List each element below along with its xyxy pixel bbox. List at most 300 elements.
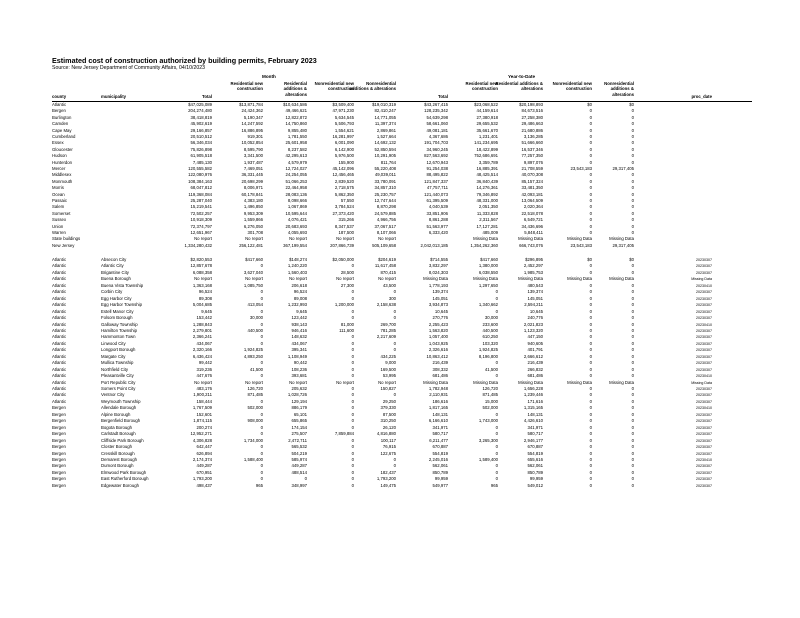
cell-total: 89,308 — [198, 295, 212, 301]
cell-res-alt: 348,997 — [291, 482, 307, 488]
cell-ytd-nonres-alt: 0 — [631, 269, 634, 275]
cell-county: Bergen — [52, 424, 66, 430]
cell-county: Bergen — [52, 450, 66, 456]
cell-ytd-res-new: 0 — [495, 444, 498, 450]
cell-total: 12,651,967 — [190, 230, 212, 235]
cell-res-alt: 434,067 — [291, 340, 307, 346]
cell-res-new: 0 — [260, 431, 263, 437]
cell-ytd-res-alt: 562,061 — [527, 463, 543, 469]
cell-ytd-res-new: 1,924,825 — [478, 347, 498, 353]
cell-ytd-nonres-new: 0 — [589, 373, 592, 379]
cell-res-new: 1,496,850 — [243, 204, 263, 210]
cell-total: 7,485,130 — [192, 159, 212, 165]
cell-ytd-total: 6,211,477 — [429, 437, 448, 443]
cell-res-alt: 14,750,860 — [285, 121, 307, 127]
cell-ytd-nonres-alt: 0 — [631, 411, 634, 417]
cell-ytd-res-new: 1,589,400 — [478, 456, 498, 462]
cell-ytd-res-alt: 139,374 — [527, 289, 543, 295]
table-row — [0, 354, 800, 360]
column-header: Residential additions & alterations — [495, 81, 543, 92]
cell-res-alt: 28,083,136 — [285, 191, 307, 197]
cell-total: 158,444 — [196, 398, 212, 404]
cell-ytd-total: 1,782,948 — [428, 386, 448, 391]
cell-ytd-res-new: 233,600 — [482, 321, 498, 327]
table-row — [0, 198, 800, 204]
cell-res-alt: 488,514 — [291, 469, 307, 475]
cell-ytd-nonres-alt: 0 — [631, 108, 634, 114]
cell-ytd-res-alt: 2,452,297 — [523, 263, 543, 269]
cell-municipality: Hamilton Township — [101, 327, 137, 333]
cell-nonres-new: 111,600 — [339, 327, 354, 333]
cell-proc-date: 20230307 — [696, 309, 712, 314]
cell-ytd-nonres-new: 0 — [589, 469, 592, 475]
table-row — [0, 380, 800, 386]
cell-nonres-alt: 33,780,091 — [374, 178, 396, 184]
cell-nonres-alt: 100,117 — [380, 437, 396, 443]
cell-ytd-nonres-alt: 0 — [631, 140, 634, 146]
cell-nonres-new: 207,866,739 — [330, 242, 354, 248]
cell-ytd-res-new: 3,265,300 — [478, 437, 498, 443]
cell-total: No report — [194, 379, 212, 385]
cell-ytd-total: 91,254,038 — [426, 166, 448, 171]
cell-ytd-res-new: 30,000 — [484, 315, 498, 321]
table-row — [0, 153, 800, 159]
table-row — [0, 418, 800, 424]
cell-county: Middlesex — [52, 172, 72, 178]
cell-ytd-res-alt: 240,776 — [527, 315, 543, 321]
cell-total: 5,004,685 — [192, 302, 212, 308]
cell-ytd-nonres-alt: 0 — [631, 178, 634, 184]
cell-proc-date: 20230307 — [696, 477, 712, 482]
table-row — [0, 347, 800, 353]
cell-nonres-new: 47,971,230 — [332, 108, 354, 114]
cell-nonres-new: 0 — [351, 347, 354, 353]
cell-ytd-nonres-new: 0 — [589, 411, 592, 417]
table-row — [0, 134, 800, 140]
cell-ytd-total: 1,057,400 — [428, 334, 448, 340]
cell-total: 153,442 — [196, 315, 212, 321]
cell-nonres-alt: No report — [378, 236, 396, 242]
cell-ytd-nonres-new: 0 — [589, 347, 592, 353]
cell-res-alt: 51,066,253 — [285, 178, 307, 184]
cell-ytd-total: 3,934,873 — [428, 302, 448, 308]
cell-ytd-nonres-new: 0 — [589, 327, 592, 333]
cell-total: 1,288,843 — [192, 321, 212, 327]
cell-res-alt: 206,618 — [291, 282, 307, 288]
cell-county: Hunterdon — [52, 159, 73, 165]
cell-ytd-total: 8,024,303 — [428, 269, 448, 275]
cell-total: 434,067 — [196, 340, 212, 346]
cell-ytd-res-new: 29,655,532 — [476, 121, 498, 127]
cell-total: $47,025,089 — [188, 102, 212, 107]
cell-res-new: 0 — [260, 411, 263, 417]
table-row — [0, 128, 800, 134]
cell-ytd-nonres-new: 0 — [589, 223, 592, 229]
cell-nonres-alt: 24,579,885 — [374, 210, 396, 216]
cell-ytd-res-new: $23,068,522 — [474, 102, 498, 107]
table-row — [0, 283, 800, 289]
cell-ytd-res-alt: 447,150 — [527, 334, 543, 340]
cell-nonres-alt: $204,619 — [378, 257, 396, 262]
cell-res-new: 0 — [260, 373, 263, 379]
cell-res-new: No report — [245, 276, 263, 282]
cell-county: Bergen — [52, 418, 66, 424]
cell-ytd-total: 827,563,692 — [424, 153, 448, 159]
table-row — [0, 463, 800, 469]
cell-ytd-nonres-new: 0 — [589, 159, 592, 165]
cell-ytd-nonres-new: 0 — [589, 444, 592, 450]
cell-ytd-nonres-new: 0 — [589, 282, 592, 288]
cell-municipality: Edgewater Borough — [101, 482, 139, 488]
cell-ytd-nonres-alt: 0 — [631, 444, 634, 450]
cell-municipality: Brigantine City — [101, 269, 129, 275]
cell-ytd-nonres-new: Missing Data — [567, 379, 592, 385]
cell-res-alt: 9,855,480 — [287, 127, 307, 133]
cell-ytd-res-new: Missing Data — [473, 276, 498, 282]
cell-ytd-total: 51,563,977 — [426, 223, 448, 229]
cell-nonres-alt: 169,500 — [380, 366, 396, 372]
cell-total: 99,442 — [198, 360, 212, 366]
cell-ytd-nonres-new: 0 — [589, 263, 592, 269]
cell-ytd-nonres-alt: 0 — [631, 456, 634, 462]
cell-ytd-nonres-new: 0 — [589, 386, 592, 391]
cell-nonres-alt: 2,869,861 — [376, 127, 396, 133]
cell-res-new: 0 — [260, 308, 263, 314]
cell-ytd-res-new: 485,009 — [482, 230, 498, 235]
cell-res-alt: No report — [289, 276, 307, 282]
cell-county: Warren — [52, 230, 66, 235]
cell-ytd-nonres-new: 0 — [589, 340, 592, 346]
cell-proc-date: 20230307 — [696, 264, 712, 269]
cell-nonres-new: 187,500 — [338, 230, 354, 235]
cell-nonres-alt: 29,250 — [382, 398, 396, 404]
cell-ytd-nonres-alt: 0 — [631, 153, 634, 159]
cell-ytd-total: 2,326,616 — [428, 347, 448, 353]
cell-ytd-total: 554,819 — [432, 450, 448, 456]
cell-ytd-res-alt: 655,616 — [527, 456, 543, 462]
cell-nonres-alt: 300 — [388, 295, 396, 301]
cell-total: 1,767,509 — [192, 405, 212, 411]
cell-ytd-res-alt: 549,012 — [527, 482, 543, 488]
cell-ytd-res-new: 79,346,892 — [476, 191, 498, 197]
cell-res-new: 4,383,180 — [243, 198, 263, 203]
cell-res-alt: 1,240,220 — [287, 263, 307, 269]
cell-ytd-res-new: 1,380,000 — [478, 263, 498, 269]
table-row — [0, 322, 800, 328]
cell-municipality: Cresskill Borough — [101, 450, 135, 456]
cell-ytd-total: 186,616 — [432, 398, 448, 404]
cell-ytd-res-alt: 940,605 — [527, 340, 543, 346]
cell-county: Cape May — [52, 127, 72, 133]
cell-ytd-nonres-alt: 0 — [631, 146, 634, 152]
cell-nonres-alt: 52,850,594 — [374, 146, 396, 152]
cell-ytd-nonres-new: Missing Data — [567, 276, 592, 282]
cell-ytd-res-new: 27,380,918 — [476, 114, 498, 120]
cell-ytd-res-alt: 2,946,177 — [523, 437, 543, 443]
cell-res-new: 1,588,400 — [243, 456, 263, 462]
cell-nonres-new: No report — [336, 236, 354, 242]
table-row — [0, 224, 800, 230]
cell-ytd-nonres-new: 0 — [589, 476, 592, 482]
cell-county: Passaic — [52, 198, 68, 203]
cell-ytd-res-new: 2,051,350 — [478, 204, 498, 210]
cell-res-alt: 585,974 — [291, 456, 307, 462]
cell-ytd-nonres-new: 0 — [589, 405, 592, 411]
cell-total: 45,902,619 — [190, 121, 212, 127]
cell-ytd-res-new: 610,250 — [482, 334, 498, 340]
cell-res-new: 7,469,051 — [243, 166, 263, 171]
cell-municipality: Longport Borough — [101, 347, 136, 353]
cell-proc-date: 20230307 — [696, 348, 712, 353]
cell-res-new: 9,953,309 — [243, 210, 263, 216]
cell-ytd-res-new: 0 — [495, 289, 498, 295]
cell-ytd-nonres-new: 0 — [589, 418, 592, 424]
cell-nonres-alt: 811,764 — [380, 159, 396, 165]
cell-res-new: 0 — [260, 476, 263, 482]
table-row — [0, 185, 800, 191]
cell-ytd-res-alt: 266,832 — [527, 366, 543, 372]
cell-county: Atlantic — [52, 366, 67, 372]
cell-res-new: 0 — [260, 398, 263, 404]
cell-ytd-res-alt: 22,518,078 — [521, 210, 543, 216]
cell-ytd-nonres-alt: Missing Data — [609, 276, 634, 282]
cell-res-new: 502,000 — [247, 405, 263, 411]
cell-nonres-alt: 53,995 — [382, 373, 396, 379]
cell-ytd-nonres-new: 0 — [589, 482, 592, 488]
cell-res-alt: 1,232,993 — [287, 302, 307, 308]
cell-ytd-nonres-alt: Missing Data — [609, 379, 634, 385]
cell-county: Atlantic — [52, 347, 67, 353]
cell-res-alt: 449,287 — [291, 463, 307, 469]
cell-ytd-res-new: 18,422,899 — [476, 146, 498, 152]
table-row — [0, 315, 800, 321]
cell-ytd-res-new: 0 — [495, 463, 498, 469]
cell-county: Atlantic — [52, 392, 67, 398]
table-row — [0, 367, 800, 373]
cell-nonres-new: 0 — [351, 340, 354, 346]
cell-total: 20,510,512 — [190, 134, 212, 139]
cell-res-new: 0 — [260, 444, 263, 450]
table-row — [0, 102, 800, 108]
cell-res-new: 908,000 — [247, 418, 263, 424]
cell-ytd-res-new: 0 — [495, 360, 498, 366]
cell-res-alt: 8,098,666 — [287, 198, 307, 203]
cell-total: 200,274 — [196, 424, 212, 430]
cell-nonres-new: 1,554,621 — [334, 127, 354, 133]
cell-ytd-nonres-alt: 0 — [631, 198, 634, 203]
cell-ytd-res-alt: 580,717 — [527, 431, 543, 437]
cell-ytd-nonres-new: 0 — [589, 392, 592, 398]
cell-ytd-nonres-alt: 0 — [631, 437, 634, 443]
cell-ytd-nonres-new: 0 — [589, 146, 592, 152]
cell-municipality: Carlstadt Borough — [101, 431, 136, 437]
cell-ytd-nonres-alt: 0 — [631, 469, 634, 475]
cell-ytd-res-alt: 5,848,411 — [524, 230, 543, 235]
cell-ytd-total: 216,439 — [432, 360, 448, 366]
cell-nonres-new: 28,500 — [340, 269, 354, 275]
cell-nonres-alt: 379,330 — [380, 405, 396, 411]
cell-ytd-nonres-new: 0 — [589, 334, 592, 340]
cell-nonres-alt: 55,220,408 — [374, 166, 396, 171]
cell-ytd-nonres-alt: 0 — [631, 263, 634, 269]
table-row — [0, 341, 800, 347]
cell-res-new: 8,595,790 — [243, 146, 263, 152]
table-row — [0, 276, 800, 282]
cell-nonres-alt: 26,120 — [382, 424, 396, 430]
cell-nonres-alt: 149,475 — [380, 482, 396, 488]
cell-ytd-res-alt: 1,656,228 — [523, 386, 543, 391]
cell-ytd-res-alt: 148,131 — [527, 411, 543, 417]
cell-res-alt: 148,632 — [291, 334, 307, 340]
cell-ytd-total: 145,051 — [432, 295, 448, 301]
cell-county: New Jersey — [52, 242, 75, 248]
cell-ytd-res-new: 2,311,567 — [479, 217, 498, 223]
cell-res-new: 24,424,362 — [241, 108, 263, 114]
table-row — [0, 211, 800, 217]
cell-nonres-alt: 182,437 — [380, 469, 396, 475]
cell-ytd-nonres-alt: 0 — [631, 340, 634, 346]
cell-res-alt: 25,601,958 — [285, 140, 307, 146]
table-row — [0, 425, 800, 431]
cell-municipality: Estell Manor City — [101, 308, 134, 314]
cell-ytd-total: $43,267,415 — [424, 102, 448, 107]
cell-county: Atlantic — [52, 315, 67, 321]
report-source: Source: New Jersey Department of Community Affairs, 04/10/2023 — [52, 65, 206, 71]
cell-ytd-res-new: 0 — [495, 373, 498, 379]
cell-ytd-res-new: 48,425,514 — [476, 172, 498, 178]
cell-ytd-res-alt: 9,897,076 — [523, 159, 543, 165]
cell-ytd-res-alt: 171,616 — [527, 398, 543, 404]
cell-county: Atlantic — [52, 257, 67, 262]
cell-res-alt: 938,143 — [291, 321, 307, 327]
cell-nonres-alt: 10,291,905 — [374, 153, 396, 159]
cell-ytd-nonres-new: 0 — [589, 353, 592, 359]
cell-municipality: Hammonton Town — [101, 334, 136, 340]
cell-nonres-alt: 14,771,055 — [374, 114, 396, 120]
cell-res-new: 14,247,592 — [241, 121, 263, 127]
cell-ytd-nonres-new: Missing Data — [567, 236, 592, 242]
cell-proc-date: 20230307 — [696, 451, 712, 456]
cell-ytd-res-new: 0 — [495, 295, 498, 301]
cell-total: 4,306,828 — [192, 437, 212, 443]
column-header: Total — [202, 94, 212, 99]
cell-nonres-new: 0 — [351, 424, 354, 430]
cell-county: Atlantic — [52, 282, 67, 288]
cell-ytd-res-new: 17,127,281 — [476, 223, 498, 229]
cell-total: 1,334,280,432 — [184, 242, 212, 248]
cell-ytd-res-alt: $296,895 — [525, 257, 543, 262]
cell-county: Atlantic — [52, 321, 67, 327]
cell-nonres-alt: 1,527,664 — [376, 134, 396, 139]
cell-ytd-nonres-new: $0 — [587, 102, 592, 107]
cell-ytd-res-alt: Missing Data — [518, 276, 543, 282]
cell-res-alt: 24,254,055 — [285, 172, 307, 178]
cell-total: 108,384,163 — [188, 178, 212, 184]
cell-ytd-total: 2,110,931 — [429, 392, 448, 398]
cell-res-alt: 886,179 — [291, 405, 307, 411]
cell-res-new: 0 — [260, 469, 263, 475]
cell-ytd-res-new: 965 — [490, 482, 498, 488]
table-row — [0, 147, 800, 153]
cell-nonres-alt: 9,000 — [385, 360, 396, 366]
cell-proc-date: 20230307 — [696, 387, 712, 391]
cell-res-alt: 12,724,027 — [285, 166, 307, 171]
cell-res-alt: 367,199,554 — [283, 242, 307, 248]
cell-nonres-new: 5,862,350 — [334, 191, 354, 197]
cell-ytd-nonres-new: 0 — [589, 230, 592, 235]
cell-nonres-new: 16,281,997 — [332, 134, 354, 139]
cell-nonres-new: 315,266 — [338, 217, 354, 223]
cell-res-alt: 9,645 — [296, 308, 307, 314]
cell-res-new: 256,122,481 — [239, 242, 263, 248]
cell-ytd-nonres-new: 0 — [589, 431, 592, 437]
cell-nonres-alt: 82,410,247 — [374, 108, 396, 114]
cell-municipality: Ventnor City — [101, 392, 125, 398]
cell-ytd-res-new: 16,885,391 — [476, 166, 498, 171]
cell-nonres-new: 0 — [351, 450, 354, 456]
cell-ytd-res-new: 0 — [495, 411, 498, 417]
cell-total: 626,894 — [196, 450, 212, 456]
cell-total: 2,320,166 — [192, 347, 212, 353]
cell-total: 447,676 — [196, 373, 212, 379]
cell-total: 2,174,374 — [192, 456, 212, 462]
cell-ytd-total: 139,374 — [432, 289, 448, 295]
cell-ytd-nonres-new: 0 — [589, 191, 592, 197]
cell-nonres-new: 0 — [351, 360, 354, 366]
cell-ytd-total: 670,887 — [432, 444, 448, 450]
cell-ytd-total: 88,495,822 — [426, 172, 448, 178]
cell-proc-date: 20230307 — [696, 470, 712, 475]
cell-ytd-res-alt: 2,594,211 — [524, 302, 543, 308]
cell-total: 1,874,115 — [193, 418, 212, 424]
cell-res-new: 0 — [260, 424, 263, 430]
cell-proc-date: 20230410 — [696, 406, 712, 411]
table-row — [0, 166, 800, 172]
cell-nonres-alt: 122,675 — [380, 450, 396, 456]
cell-res-alt: 8,237,582 — [287, 146, 307, 152]
cell-nonres-alt: 49,039,011 — [374, 172, 396, 178]
cell-total: 670,951 — [196, 469, 212, 475]
cell-ytd-nonres-new: 0 — [589, 153, 592, 159]
cell-ytd-total: 49,081,181 — [426, 127, 448, 133]
cell-res-alt: 1,028,726 — [287, 392, 307, 398]
cell-total: 120,555,582 — [188, 166, 212, 171]
cell-nonres-alt: 150,827 — [380, 386, 396, 391]
cell-municipality: Atlantic City — [101, 263, 124, 269]
table-row — [0, 302, 800, 308]
cell-ytd-nonres-new: 23,543,183 — [570, 242, 592, 248]
cell-ytd-total: 4,040,539 — [428, 204, 448, 210]
cell-ytd-total: 99,959 — [434, 476, 448, 482]
cell-county: Somerset — [52, 210, 71, 216]
cell-nonres-alt: 2,217,609 — [376, 334, 396, 340]
cell-nonres-new: 0 — [351, 463, 354, 469]
cell-ytd-res-new: 871,485 — [482, 392, 498, 398]
cell-ytd-res-alt: 51,666,660 — [521, 140, 543, 146]
cell-ytd-res-alt: 1,315,165 — [523, 405, 543, 411]
cell-ytd-nonres-alt: 29,317,405 — [612, 242, 634, 248]
cell-nonres-new: No report — [336, 379, 354, 385]
cell-total: 15,219,541 — [190, 204, 212, 210]
cell-res-new: 0 — [260, 289, 263, 295]
cell-ytd-total: 2,245,016 — [428, 456, 448, 462]
cell-nonres-alt: 11,617,458 — [374, 263, 396, 269]
table-row — [0, 334, 800, 340]
cell-ytd-nonres-new: 0 — [589, 424, 592, 430]
cell-county: Sussex — [52, 217, 67, 223]
cell-res-new: 126,720 — [247, 386, 263, 391]
cell-ytd-res-alt: $20,198,893 — [519, 102, 543, 107]
